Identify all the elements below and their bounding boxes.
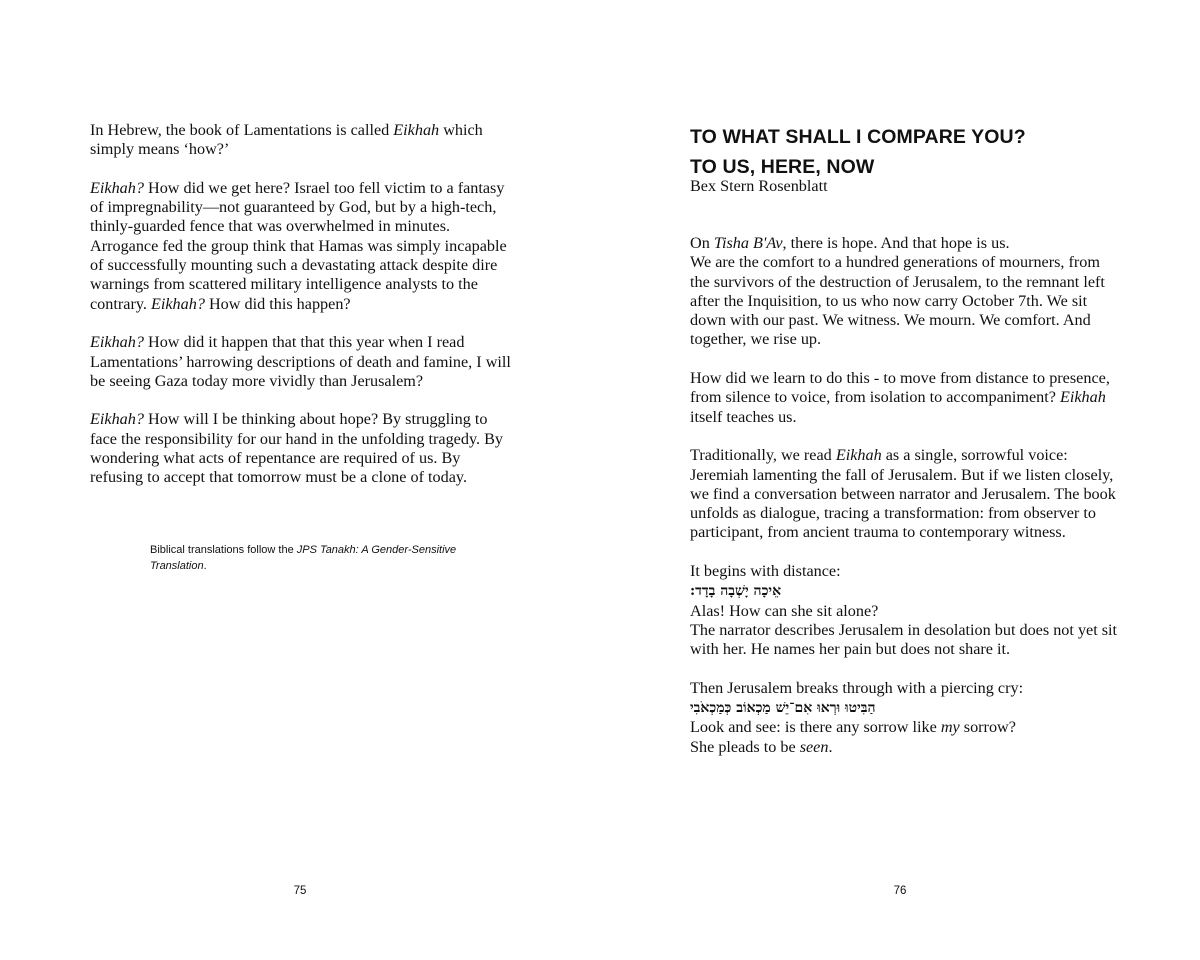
page-number-left: 75 [293,885,307,897]
translation-note [150,542,510,574]
note-title: JPS Tanakh: A Gender-Sensitive Translation [150,544,457,572]
italic-text: Eikhah [393,121,440,139]
paragraph [90,179,515,314]
paragraph [690,234,1120,350]
chapter-heading-line-1: TO WHAT SHALL I COMPARE YOU? [690,126,1026,148]
text-run: How did it happen that that this year when I read Lamentations’ harrowing descriptions of death and famine, I will be seeing Gaza today more vividly than Jerusalem? [90,333,511,390]
note-prefix: Biblical translations follow the [150,544,297,556]
paragraph [90,121,515,160]
text-run: How did we get here? Israel too fell victim to a fantasy of impregnability—not guaranteed by God, but by a high-tech, thinly-guarded fence that was overwhelmed in minutes. Arrogance fed the group think that Hamas was simply incapable of successfully mounting such a devastating attack despite dire warnings from scattered military intelligence analysts to the contrary. [90,178,507,313]
text-run: The narrator describes Jerusalem in desolation but does not yet sit with her. He names her pain but does not share it. [690,620,1118,659]
note-suffix: . [203,560,207,572]
text-run: On [690,234,714,252]
text-run: Alas! How can she sit alone? [690,601,879,620]
paragraph [690,679,1120,757]
text-run: as a single, sorrowful voice: Jeremiah lamenting the fall of Jerusalem. But if we listen closely, we find a conversation between narrator and Jerusalem. The book unfolds as dialogue, tracing a transformation: from observer to participant, from ancient trauma to contemporary witness. [690,446,1116,542]
chapter-heading-line-2: TO US, HERE, NOW [690,156,875,178]
italic-text: Tisha B'Av [713,234,783,252]
italic-text: Eikhah [835,446,882,465]
text-run: Look and see: is there any sorrow like [690,718,941,737]
italic-text: Eikhah [1059,388,1106,407]
page-number-right: 76 [893,885,907,897]
text-run: Then Jerusalem breaks through with a piercing cry: [690,678,1024,697]
paragraph [90,410,515,487]
text-run: In Hebrew, the book of Lamentations is called [90,121,394,139]
text-run: which simply means ‘how?’ [90,121,483,159]
paragraph [690,562,1120,659]
text-run: sorrow? [959,718,1016,737]
italic-text: Eikhah? [90,178,144,197]
paragraph [690,369,1120,427]
text-run: , there is hope. And that hope is us. [782,234,1010,252]
text-run: It begins with distance: [690,562,841,581]
right-page-body [690,234,1120,757]
hebrew-verse: הַבִּיטוּ וּרְאוּ אִם־יֵשׁ מַכְאוֹב כְּמַכְאֹבִי [690,700,876,717]
hebrew-verse: אֵיכָה יָשְׁבָה בָדָד: [690,583,782,600]
text-run: How did we learn to do this - to move from distance to presence, from silence to voice, from isolation to accompaniment? [690,369,1110,407]
paragraph [690,446,1120,542]
text-run: . [828,737,833,756]
paragraph [90,333,515,391]
italic-text: seen [799,737,829,756]
italic-text: Eikhah? [90,410,144,429]
right-page [600,0,1200,960]
text-run: How will I be thinking about hope? By struggling to face the responsibility for our hand in the unfolding tragedy. By wondering what acts of repentance are required of us. By refusing to accept that tomorrow must be a clone of today. [90,410,503,487]
author-byline: Bex Stern Rosenblatt [690,177,828,195]
italic-text: Eikhah? [90,333,144,352]
italic-text: my [940,718,960,737]
text-run: itself teaches us. [690,407,797,426]
left-page-body [90,121,515,488]
chapter-heading [690,122,1026,182]
italic-text: Eikhah? [150,294,205,313]
text-run: How did this happen? [204,294,351,313]
text-run: She pleads to be [690,737,800,756]
text-run: We are the comfort to a hundred generations of mourners, from the survivors of the destruction of Jerusalem, to the remnant left after the Inquisition, to us who now carry October 7th. We sit down with our past. We witness. We mourn. We comfort. And together, we rise up. [690,253,1105,349]
text-run: Traditionally, we read [690,446,836,465]
